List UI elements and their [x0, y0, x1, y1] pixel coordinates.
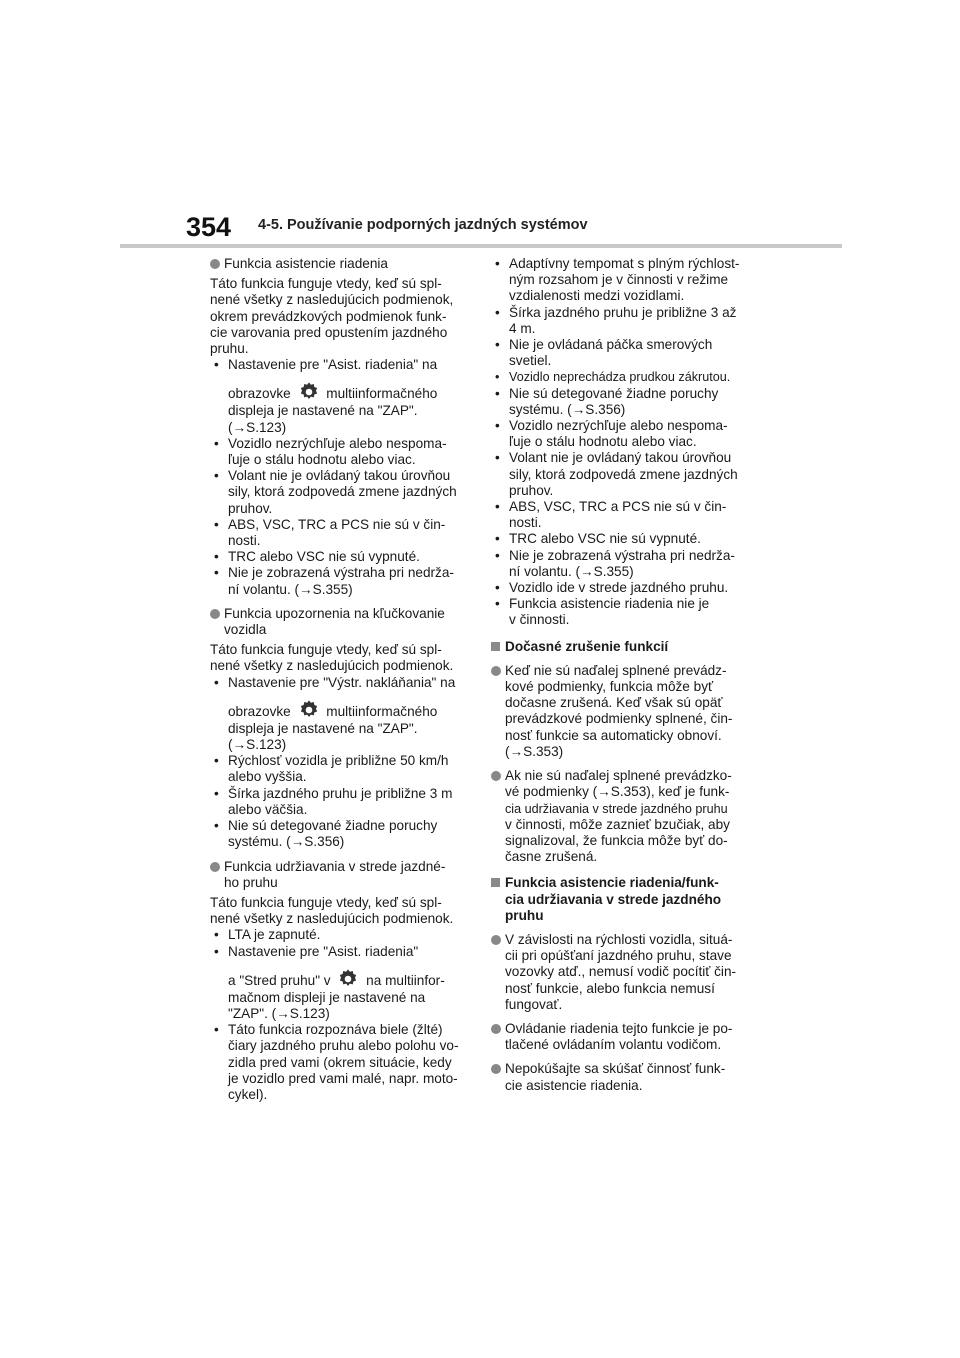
list-item: • Nie je zobrazená výstraha pri nedrža- ní volantu. (→S.355)	[214, 565, 454, 597]
list-item: • Nie sú detegované žiadne poruchy systému. (→S.356)	[495, 385, 719, 417]
list-item: • Volant nie je ovládaný takou úrovňou sily, ktorá zodpovedá zmene jazdných pruhov.	[214, 468, 457, 516]
list-item: • Volant nie je ovládaný takou úrovňou sily, ktorá zodpovedá zmene jazdných pruhov.	[495, 450, 738, 498]
list-item: • Šírka jazdného pruhu je približne 3 až 4 m.	[495, 304, 737, 336]
list-item: • ABS, VSC, TRC a PCS nie sú v čin- nosti.	[214, 516, 446, 549]
note-item: Ovládanie riadenia tejto funkcie je po- tlačené ovládaním volantu vodičom.	[491, 1021, 759, 1053]
heading-temporary-cancel: Dočasné zrušenie funkcií	[491, 639, 759, 655]
list-item: • Funkcia asistencie riadenia nie je v činnosti.	[495, 596, 710, 628]
paragraph: Táto funkcia funguje vtedy, keď sú spl- nené všetky z nasledujúcich podmienok, okrem prevádzkových podmienok funk- cie varovania pred opustením jazdného pruhu.	[210, 276, 454, 357]
paragraph: Táto funkcia funguje vtedy, keď sú spl- nené všetky z nasledujúcich podmienok.	[210, 894, 454, 927]
circle-bullet-icon	[491, 771, 501, 781]
gear-icon	[337, 968, 359, 990]
list-item: • Vozidlo ide v strede jazdného pruhu.	[495, 580, 729, 596]
header-rule	[120, 244, 842, 248]
list-item: • Nie je zobrazená výstraha pri nedrža- ní volantu. (→S.355)	[495, 547, 735, 579]
right-column	[491, 256, 759, 1094]
note-item: V závislosti na rýchlosti vozidla, situá- cii pri opúšťaní jazdného pruhu, stave vozovky atď., nemusí vodič pocítiť čin- nosť funkcie, alebo funkcia nemusí fungovať.	[491, 932, 759, 1013]
circle-bullet-icon	[491, 666, 501, 676]
list-item: • Adaptívny tempomat s plným rýchlost- ným rozsahom je v činnosti v režime vzdialenosti medzi vozidlami.	[495, 256, 740, 304]
list-item: • Šírka jazdného pruhu je približne 3 m alebo väčšia.	[214, 785, 453, 817]
circle-bullet-icon	[491, 1064, 501, 1074]
list-item: • Nastavenie pre "Výstr. nakláňania" na obrazovke multiinformačného displeja je nastavené na "ZAP". (→S.123)	[214, 674, 456, 753]
heading-lane-centering: Funkcia udržiavania v strede jazdné- ho pruhu	[210, 859, 470, 891]
note-item: Keď nie sú naďalej splnené prevádz- kové podmienky, funkcia môže byť dočasne zrušená. Keď však sú opäť prevádzkové podmienky splnené, čin- nosť funkcie sa automaticky obnoví. (→S.353)	[491, 663, 759, 760]
note-item: Ak nie sú naďalej splnené prevádzko- vé podmienky (→S.353), keď je funk- cia udržiavania v strede jazdného pruhu v činnosti, môže zaznieť bzučiak, aby signalizoval, že funkcia môže byť do- časne zrušená.	[491, 768, 759, 865]
list-item: • Nie sú detegované žiadne poruchy systému. (→S.356)	[214, 818, 438, 850]
list-item: • ABS, VSC, TRC a PCS nie sú v čin- nosti.	[495, 499, 727, 531]
heading-steering-assist-lane-centering: Funkcia asistencie riadenia/funk- cia udržiavania v strede jazdného pruhu	[491, 875, 759, 924]
list-item: • TRC alebo VSC nie sú vypnuté.	[214, 549, 420, 565]
circle-bullet-icon	[210, 609, 220, 619]
list-item: • TRC alebo VSC nie sú vypnuté.	[495, 531, 701, 547]
circle-bullet-icon	[491, 1024, 501, 1034]
list-item: • Vozidlo neprechádza prudkou zákrutou.	[495, 370, 731, 385]
circle-bullet-icon	[491, 935, 501, 945]
list-item: • Vozidlo nezrýchľuje alebo nespoma- ľuje o stálu hodnotu alebo viac.	[214, 435, 447, 468]
page-number: 354	[186, 212, 232, 242]
list-item: • Táto funkcia rozpoznáva biele (žlté) čiary jazdného pruhu alebo polohu vo- zidla pred vami (okrem situácie, kedy je vozidlo pred vami malé, napr. moto- cykel).	[214, 1022, 459, 1102]
list-item: • Nie je ovládaná páčka smerových svetiel.	[495, 337, 713, 369]
square-bullet-icon	[491, 642, 500, 651]
paragraph: Táto funkcia funguje vtedy, keď sú spl- nené všetky z nasledujúcich podmienok.	[210, 642, 454, 674]
list-item: • Nastavenie pre "Asist. riadenia" a "Stred pruhu" v na multiinfor- mačnom displeji je nastavené na "ZAP". (→S.123)	[214, 943, 445, 1021]
heading-steering-assist: Funkcia asistencie riadenia	[210, 256, 470, 272]
square-bullet-icon	[491, 878, 500, 887]
circle-bullet-icon	[210, 862, 220, 872]
list-item: • Vozidlo nezrýchľuje alebo nespoma- ľuje o stálu hodnotu alebo viac.	[495, 418, 728, 450]
list-item: • Rýchlosť vozidla je približne 50 km/h alebo vyššia.	[214, 753, 449, 785]
gear-icon	[298, 381, 320, 403]
left-column	[210, 256, 470, 1103]
list-item: • LTA je zapnuté.	[214, 927, 321, 943]
heading-sway-warning: Funkcia upozornenia na kľučkovanie vozidla	[210, 606, 470, 638]
gear-icon	[298, 699, 320, 721]
circle-bullet-icon	[210, 259, 220, 269]
list-item: • Nastavenie pre "Asist. riadenia" na obrazovke multiinformačného displeja je nastavené na "ZAP". (→S.123)	[214, 357, 438, 435]
note-item: Nepokúšajte sa skúšať činnosť funk- cie asistencie riadenia.	[491, 1061, 759, 1093]
section-title: 4-5. Používanie podporných jazdných systémov	[258, 217, 588, 233]
